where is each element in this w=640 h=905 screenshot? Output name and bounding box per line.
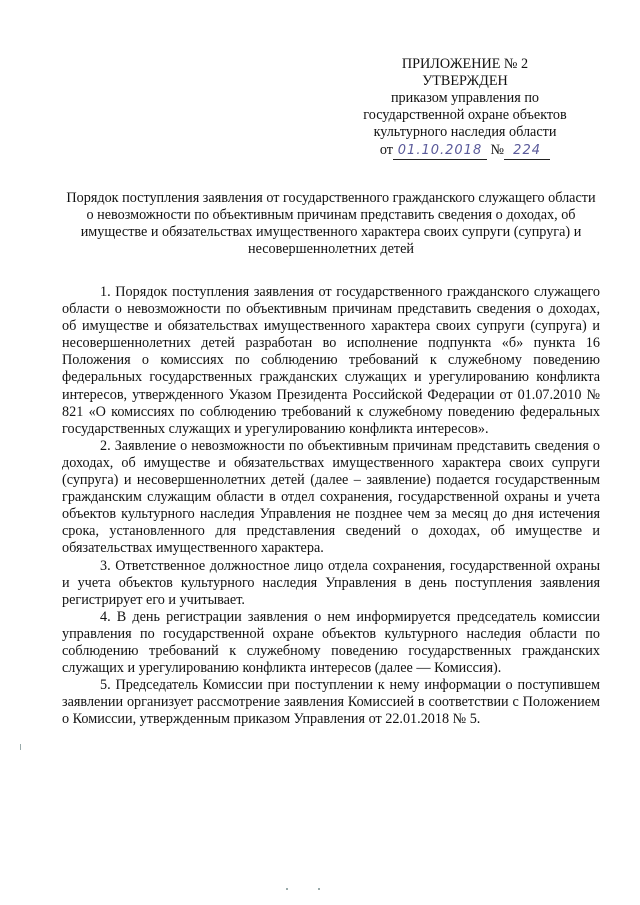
approval-text-line-3: культурного наследия области (373, 124, 557, 140)
document-title: Порядок поступления заявления от государственного гражданского служащего области о невозможности по объективным причинам представить сведения о доходах, об имуществе и обязательствах имущественного характера своих супруги (супруга) и несовершеннолетних детей (66, 190, 596, 257)
approved-heading: УТВЕРЖДЕН (422, 73, 508, 89)
handwritten-date: 01.10.2018 (393, 142, 487, 160)
scan-mark (20, 744, 21, 750)
scan-mark (286, 888, 288, 890)
approval-text-line-2: государственной охране объектов (363, 107, 567, 123)
paragraph-2: 2. Заявление о невозможности по объективным причинам представить сведения о доходах, об имуществе и обязательствах имущественного характера своих супруги (супруга) и несовершеннолетних детей (далее – заявление) подается государственным гражданским служащим области в отдел сохранения, государственной охраны и учета объектов культурного наследия Управления не позднее чем за месяц до дня истечения срока, установленного для представления сведений о доходах, об имуществе и обязательствах имущественного характера. (62, 437, 600, 557)
document-body (62, 284, 600, 728)
approval-block (330, 56, 600, 160)
from-label: от (379, 142, 393, 158)
scan-mark (318, 888, 320, 890)
number-label: № (490, 142, 505, 158)
appendix-heading: ПРИЛОЖЕНИЕ № 2 (401, 56, 529, 72)
approval-text-line-1: приказом управления по (390, 90, 540, 106)
paragraph-1: 1. Порядок поступления заявления от государственного гражданского служащего области о невозможности по объективным причинам представить сведения о доходах, об имуществе и обязательствах имущественного характера своих супруги (супруга) и несовершеннолетних детей разработан во исполнение подпункта «б» пункта 16 Положения о комиссиях по соблюдению требований к служебному поведению федеральных государственных гражданских служащих и урегулированию конфликта интересов, утвержденного Указом Президента Российской Федерации от 01.07.2010 № 821 «О комиссиях по соблюдению требований к служебному поведению федеральных государственных служащих и урегулированию конфликта интересов». (62, 284, 600, 437)
paragraph-4: 4. В день регистрации заявления о нем информируется председатель комиссии управления по государственной охране объектов культурного наследия области по соблюдению требований к служебному поведению государственных гражданских служащих и урегулированию конфликта интересов (далее — Комиссия). (62, 608, 600, 677)
approval-date-number-line (330, 142, 600, 160)
handwritten-number: 224 (504, 142, 550, 160)
paragraph-3: 3. Ответственное должностное лицо отдела сохранения, государственной охраны и учета объектов культурного наследия Управления в день поступления заявления регистрирует его и учитывает. (62, 557, 600, 608)
paragraph-5: 5. Председатель Комиссии при поступлении к нему информации о поступившем заявлении организует рассмотрение заявления Комиссией в соответствии с Положением о Комиссии, утвержденным приказом Управления от 22.01.2018 № 5. (62, 677, 600, 728)
